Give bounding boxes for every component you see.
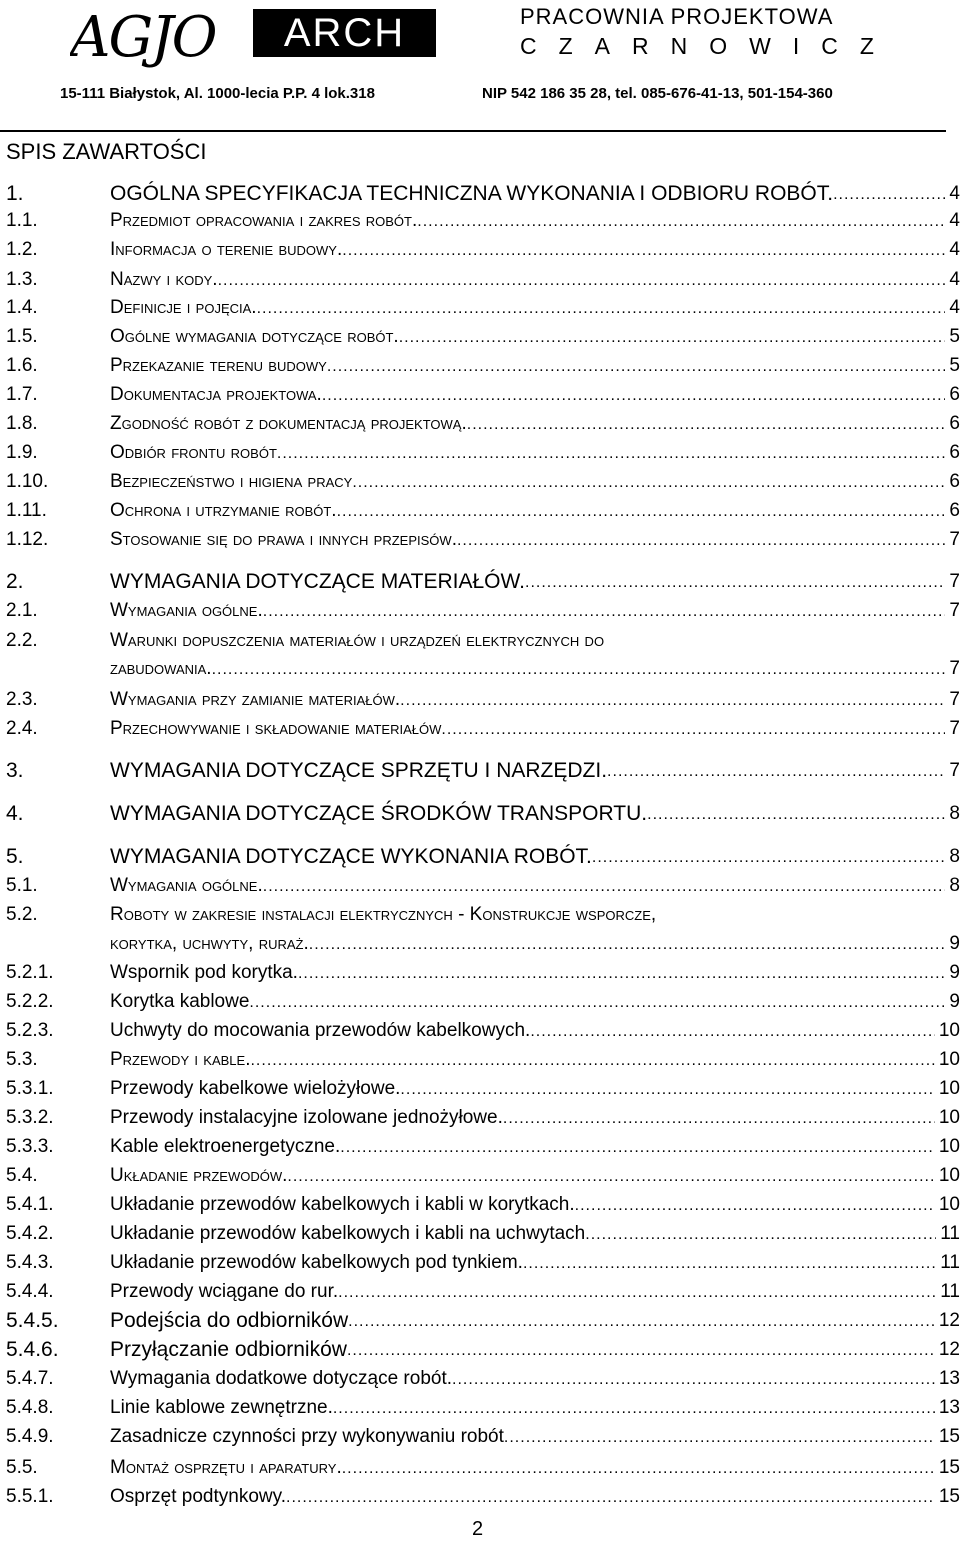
toc-dot-leader	[249, 988, 945, 1016]
toc-entry-leader	[110, 959, 960, 987]
toc-entry-page: 13	[938, 1397, 960, 1418]
toc-entry-number: 1.10.	[6, 471, 49, 492]
toc-entry-title: Układanie przewodów.	[110, 1165, 288, 1186]
toc-entry-number: 4.	[6, 802, 24, 825]
toc-entry-page: 15	[938, 1426, 960, 1447]
toc-entry-title: Wymagania przy zamianie materiałów.	[110, 689, 401, 710]
toc-entry[interactable]	[0, 323, 960, 351]
toc-entry-title: Przechowywanie i składowanie materiałów	[110, 718, 442, 739]
toc-entry-title: WYMAGANIA DOTYCZĄCE ŚRODKÓW TRANSPORTU.	[110, 802, 648, 825]
toc-entry-page: 9	[949, 962, 960, 983]
toc-entry[interactable]	[0, 1046, 960, 1074]
toc-entry-number: 5.2.1.	[6, 962, 54, 983]
toc-entry-leader	[110, 930, 960, 958]
toc-dot-leader	[575, 1191, 935, 1219]
toc-entry-title: Układanie przewodów kabelkowych i kabli w korytkach.	[110, 1194, 575, 1215]
toc-entry[interactable]	[0, 843, 960, 871]
toc-dot-leader	[337, 497, 946, 525]
toc-entry-number: 1.12.	[6, 529, 49, 550]
toc-entry-leader	[110, 715, 960, 743]
toc-entry-page: 10	[938, 1020, 960, 1041]
toc-dot-leader	[250, 1046, 934, 1074]
toc-entry-page: 7	[949, 760, 960, 781]
toc-entry-page: 11	[940, 1223, 960, 1244]
toc-entry[interactable]	[0, 1075, 960, 1103]
toc-entry-leader	[110, 1278, 960, 1306]
toc-entry[interactable]	[0, 872, 960, 900]
toc-entry-leader	[110, 568, 960, 596]
toc-entry[interactable]	[0, 497, 960, 525]
toc-entry-number: 1.8.	[6, 413, 38, 434]
toc-dot-leader	[441, 715, 945, 743]
toc-entry-page: 8	[949, 875, 960, 896]
toc-entry-leader	[110, 410, 960, 438]
toc-entry-page: 7	[949, 600, 960, 621]
toc-entry-title: Stosowanie się do prawa i innych przepisów.	[110, 529, 457, 550]
toc-dot-leader	[352, 468, 945, 496]
toc-dot-leader	[457, 526, 945, 554]
toc-dot-leader	[400, 1075, 934, 1103]
toc-entry-number: 5.4.9.	[6, 1426, 54, 1447]
toc-dot-leader	[218, 266, 946, 294]
toc-entry-leader	[110, 597, 960, 625]
toc-entry-page: 4	[949, 297, 960, 318]
toc-entry-title: Ochrona i utrzymanie robót.	[110, 500, 337, 521]
toc-entry-page: 10	[938, 1136, 960, 1157]
toc-entry-page: 5	[949, 326, 960, 347]
toc-entry-number: 5.4.7.	[6, 1368, 54, 1389]
toc-entry-title: Przedmiot opracowania i zakres robót.	[110, 210, 418, 231]
toc-entry-leader	[110, 180, 960, 208]
toc-entry-leader	[110, 655, 960, 683]
toc-dot-leader	[592, 843, 946, 871]
toc-entry-title: Bezpieczeństwo i higiena pracy	[110, 471, 353, 492]
toc-entry[interactable]	[0, 1191, 960, 1219]
toc-entry-title: Przewody wciągane do rur.	[110, 1281, 339, 1302]
toc-dot-leader	[309, 930, 946, 958]
toc-entry[interactable]	[0, 800, 960, 828]
toc-entry-number: 5.4.8.	[6, 1397, 54, 1418]
toc-entry-title: Wymagania ogólne.	[110, 875, 263, 896]
toc-entry[interactable]	[0, 1394, 960, 1422]
toc-entry-page: 4	[949, 239, 960, 260]
toc-entry[interactable]	[0, 266, 960, 294]
toc-dot-leader	[257, 294, 946, 322]
toc-entry-title: Nazwy i kody.	[110, 269, 218, 290]
toc-entry-title: Informacja o terenie budowy.	[110, 239, 343, 260]
toc-entry-title-line1: Warunki dopuszczenia materiałów i urządzeń elektrycznych do	[110, 630, 605, 651]
toc-entry-number: 5.2.	[6, 904, 38, 925]
toc-entry[interactable]	[0, 180, 960, 208]
toc-entry-page: 10	[938, 1165, 960, 1186]
toc-entry-number: 5.	[6, 845, 24, 868]
toc-entry-number: 5.4.5.	[6, 1309, 59, 1332]
toc-entry[interactable]	[0, 468, 960, 496]
page-number: 2	[472, 1518, 484, 1540]
toc-entry-title: Wspornik pod korytka.	[110, 962, 298, 983]
toc-entry[interactable]	[0, 1423, 960, 1451]
toc-dot-leader	[833, 180, 945, 208]
toc-entry-title: WYMAGANIA DOTYCZĄCE SPRZĘTU I NARZĘDZI.	[110, 759, 608, 782]
toc-entry-leader	[110, 294, 960, 322]
toc-entry[interactable]	[0, 381, 960, 409]
toc-entry-title: Przewody i kable.	[110, 1049, 251, 1070]
toc-entry-number: 1.5.	[6, 326, 38, 347]
toc-entry-number: 5.4.	[6, 1165, 38, 1186]
toc-entry[interactable]	[0, 294, 960, 322]
toc-entry-leader	[110, 1483, 960, 1511]
toc-entry-page: 13	[938, 1368, 960, 1389]
toc-dot-leader	[467, 410, 946, 438]
toc-entry[interactable]	[0, 686, 960, 714]
toc-entry-page: 6	[949, 500, 960, 521]
studio-name-line1: PRACOWNIA PROJEKTOWA	[520, 4, 834, 29]
toc-entry-title: WYMAGANIA DOTYCZĄCE WYKONANIA ROBÓT.	[110, 845, 592, 868]
toc-entry[interactable]	[0, 1220, 960, 1248]
toc-entry-number: 2.4.	[6, 718, 38, 739]
toc-entry[interactable]	[0, 1365, 960, 1393]
toc-dot-leader	[286, 1483, 935, 1511]
toc-dot-leader	[340, 1133, 935, 1161]
toc-dot-leader	[333, 1394, 935, 1422]
toc-entry-number: 1.9.	[6, 442, 38, 463]
toc-entry[interactable]	[0, 757, 960, 785]
toc-entry-page: 6	[949, 471, 960, 492]
toc-entry-number: 2.2.	[6, 630, 38, 651]
toc-entry-leader	[110, 1104, 960, 1132]
address-left: 15-111 Białystok, Al. 1000-lecia P.P. 4 lok.318	[60, 85, 375, 102]
toc-entry-page: 11	[940, 1281, 960, 1302]
toc-entry-leader	[110, 686, 960, 714]
toc-entry-number: 5.4.4.	[6, 1281, 54, 1302]
toc-entry-page: 12	[938, 1310, 960, 1331]
toc-entry-number: 2.1.	[6, 600, 38, 621]
toc-entry-title: Montaż osprzętu i aparatury.	[110, 1457, 342, 1478]
toc-entry-leader	[110, 1336, 960, 1364]
toc-entry-title: Przekazanie terenu budowy	[110, 355, 327, 376]
toc-entry-page: 15	[938, 1486, 960, 1507]
toc-entry-leader	[110, 1075, 960, 1103]
toc-entry-leader	[110, 843, 960, 871]
toc-title: SPIS ZAWARTOŚCI	[6, 139, 207, 164]
toc-dot-leader	[503, 1104, 935, 1132]
toc-entry-leader	[110, 323, 960, 351]
toc-entry-number: 5.4.2.	[6, 1223, 54, 1244]
toc-entry-title: Korytka kablowe	[110, 991, 250, 1012]
toc-entry[interactable]	[0, 597, 960, 625]
toc-entry-title-line1: Roboty w zakresie instalacji elektrycznych - Konstrukcje wsporcze,	[110, 904, 657, 925]
toc-entry-number: 2.3.	[6, 689, 38, 710]
toc-dot-leader	[263, 597, 946, 625]
toc-entry-title: Przyłączanie odbiorników	[110, 1338, 347, 1361]
toc-entry-leader	[110, 1162, 960, 1190]
toc-entry-leader	[110, 988, 960, 1016]
toc-entry[interactable]	[0, 352, 960, 380]
toc-entry-title: Uchwyty do mocowania przewodów kabelkowych.	[110, 1020, 531, 1041]
toc-entry-page: 6	[949, 442, 960, 463]
toc-entry-leader	[110, 526, 960, 554]
toc-entry-number: 5.2.3.	[6, 1020, 54, 1041]
toc-entry-leader	[110, 266, 960, 294]
toc-entry[interactable]	[0, 1278, 960, 1306]
agjo-logo-text: AGJO	[70, 5, 216, 68]
toc-dot-leader	[452, 1365, 935, 1393]
toc-dot-leader	[277, 439, 946, 467]
toc-entry-leader	[110, 1046, 960, 1074]
toc-entry-page: 7	[949, 689, 960, 710]
toc-dot-leader	[530, 1017, 935, 1045]
toc-dot-leader	[504, 1423, 935, 1451]
toc-entry-number: 1.11.	[6, 500, 47, 521]
toc-entry-page: 10	[938, 1194, 960, 1215]
studio-name-line2: CZARNOWICZ	[520, 33, 896, 59]
toc-entry-leader	[110, 381, 960, 409]
toc-entry-number: 1.2.	[6, 239, 38, 260]
toc-entry-number: 5.5.	[6, 1457, 38, 1478]
toc-entry-title: Przewody instalacyjne izolowane jednożyłowe.	[110, 1107, 503, 1128]
toc-entry-leader	[110, 1307, 960, 1335]
toc-entry[interactable]	[0, 410, 960, 438]
toc-entry-leader	[110, 800, 960, 828]
toc-entry-leader	[110, 1394, 960, 1422]
toc-dot-leader	[348, 1307, 935, 1335]
toc-dot-leader	[647, 800, 945, 828]
toc-entry-leader	[110, 1454, 960, 1482]
toc-entry-leader	[110, 1191, 960, 1219]
toc-entry-page: 4	[949, 269, 960, 290]
toc-dot-leader	[399, 323, 946, 351]
toc-entry[interactable]	[0, 1017, 960, 1045]
toc-entry-page: 7	[949, 529, 960, 550]
toc-entry-page: 11	[940, 1252, 960, 1273]
toc-entry-title: OGÓLNA SPECYFIKACJA TECHNICZNA WYKONANIA I ODBIORU ROBÓT.	[110, 182, 834, 205]
toc-entry[interactable]	[0, 207, 960, 235]
toc-entry-page: 12	[938, 1339, 960, 1360]
toc-entry-number: 5.3.3.	[6, 1136, 54, 1157]
toc-dot-leader	[212, 655, 946, 683]
toc-entry-number: 5.4.3.	[6, 1252, 54, 1273]
toc-entry[interactable]	[0, 568, 960, 596]
toc-entry-title: Dokumentacja projektowa.	[110, 384, 322, 405]
toc-entry-page: 4	[949, 210, 960, 231]
toc-entry-page: 10	[938, 1107, 960, 1128]
toc-entry[interactable]	[0, 1104, 960, 1132]
toc-entry-leader	[110, 1220, 960, 1248]
toc-dot-leader	[327, 352, 946, 380]
toc-dot-leader	[287, 1162, 934, 1190]
toc-entry-page: 9	[949, 991, 960, 1012]
toc-entry-number: 1.4.	[6, 297, 38, 318]
toc-dot-leader	[347, 1336, 935, 1364]
toc-entry-page: 10	[938, 1049, 960, 1070]
toc-entry-number: 5.3.2.	[6, 1107, 54, 1128]
toc-dot-leader	[322, 381, 946, 409]
toc-entry-page: 8	[949, 803, 960, 824]
toc-entry-page: 15	[938, 1457, 960, 1478]
toc-entry-title: Linie kablowe zewnętrzne.	[110, 1397, 333, 1418]
toc-entry-title: WYMAGANIA DOTYCZĄCE MATERIAŁÓW.	[110, 570, 525, 593]
toc-entry-leader	[110, 439, 960, 467]
toc-entry-number: 5.5.1.	[6, 1486, 54, 1507]
toc-entry-number: 2.	[6, 570, 24, 593]
toc-entry-page: 4	[949, 183, 960, 204]
toc-entry[interactable]	[0, 236, 960, 264]
toc-dot-leader	[523, 1249, 936, 1277]
toc-entry-title: Zgodność robót z dokumentacją projektową.	[110, 413, 467, 434]
toc-entry[interactable]	[0, 988, 960, 1016]
toc-entry-number: 5.3.1.	[6, 1078, 54, 1099]
toc-dot-leader	[417, 207, 945, 235]
toc-entry-number: 1.1.	[6, 210, 38, 231]
toc-entry-page: 7	[949, 571, 960, 592]
toc-entry-number: 1.7.	[6, 384, 38, 405]
toc-entry-page: 9	[949, 933, 960, 954]
toc-entry-number: 5.4.6.	[6, 1338, 59, 1361]
toc-entry-leader	[110, 207, 960, 235]
toc-dot-leader	[400, 686, 945, 714]
toc-entry-page: 6	[949, 413, 960, 434]
toc-entry-title: Układanie przewodów kabelkowych i kabli na uchwytach	[110, 1223, 586, 1244]
toc-entry-number: 3.	[6, 759, 24, 782]
toc-entry-page: 5	[949, 355, 960, 376]
toc-entry[interactable]	[0, 1133, 960, 1161]
toc-dot-leader	[585, 1220, 936, 1248]
toc-entry[interactable]	[0, 1336, 960, 1364]
toc-dot-leader	[607, 757, 945, 785]
toc-entry-title: korytka, uchwyty, ruraż.	[110, 933, 309, 954]
toc-entry-leader	[110, 1133, 960, 1161]
toc-entry-number: 5.3.	[6, 1049, 38, 1070]
toc-entry-title: Kable elektroenergetyczne.	[110, 1136, 341, 1157]
toc-entry-number: 5.2.2.	[6, 991, 54, 1012]
toc-entry-page: 10	[938, 1078, 960, 1099]
toc-entry-leader	[110, 1423, 960, 1451]
toc-entry-leader	[110, 872, 960, 900]
toc-entry-leader	[110, 497, 960, 525]
toc-entry-page: 6	[949, 384, 960, 405]
toc-entry[interactable]	[0, 1249, 960, 1277]
arch-logo-text: ARCH	[283, 11, 406, 55]
toc-entry-title: Odbiór frontu robót	[110, 442, 277, 463]
toc-entry-title: Wymagania ogólne.	[110, 600, 263, 621]
toc-entry-leader	[110, 468, 960, 496]
toc-dot-leader	[342, 1454, 935, 1482]
toc-entry-number: 1.6.	[6, 355, 38, 376]
toc-entry[interactable]	[0, 1483, 960, 1511]
toc-entry-page: 7	[949, 658, 960, 679]
toc-entry-page: 8	[949, 846, 960, 867]
toc-entry-leader	[110, 1365, 960, 1393]
toc-entry[interactable]	[0, 1307, 960, 1335]
toc-entry-title: zabudowania.	[110, 658, 212, 679]
toc-entry[interactable]	[0, 439, 960, 467]
toc-entry-title: Podejścia do odbiorników	[110, 1309, 349, 1332]
toc-entry-title: Osprzęt podtynkowy.	[110, 1486, 287, 1507]
toc-entry-title: Zasadnicze czynności przy wykonywaniu robót	[110, 1426, 504, 1447]
toc-entry[interactable]	[0, 1162, 960, 1190]
toc-entry-title: Ogólne wymagania dotyczące robót.	[110, 326, 399, 347]
toc-entry-number: 1.	[6, 182, 24, 205]
toc-entry-page: 7	[949, 718, 960, 739]
toc-entry[interactable]	[0, 959, 960, 987]
toc-entry-title: Przewody kabelkowe wielożyłowe.	[110, 1078, 401, 1099]
toc-dot-leader	[338, 1278, 936, 1306]
toc-dot-leader	[525, 568, 945, 596]
toc-entry-leader	[110, 757, 960, 785]
toc-entry[interactable]	[0, 715, 960, 743]
toc-entry-title: Wymagania dodatkowe dotyczące robót.	[110, 1368, 453, 1389]
toc-dot-leader	[263, 872, 946, 900]
toc-entry-leader	[110, 1249, 960, 1277]
toc-entry-number: 1.3.	[6, 269, 38, 290]
toc-entry[interactable]	[0, 1454, 960, 1482]
toc-dot-leader	[298, 959, 945, 987]
toc-entry-title: Układanie przewodów kabelkowych pod tynkiem.	[110, 1252, 523, 1273]
toc-entry[interactable]	[0, 526, 960, 554]
toc-entry-title: Definicje i pojęcia.	[110, 297, 257, 318]
toc-entry-leader	[110, 1017, 960, 1045]
toc-dot-leader	[342, 236, 945, 264]
toc-entry-leader	[110, 236, 960, 264]
toc-entry-number: 5.4.1.	[6, 1194, 54, 1215]
toc-entry-number: 5.1.	[6, 875, 38, 896]
toc-entry-leader	[110, 352, 960, 380]
address-right: NIP 542 186 35 28, tel. 085-676-41-13, 501-154-360	[482, 85, 833, 102]
